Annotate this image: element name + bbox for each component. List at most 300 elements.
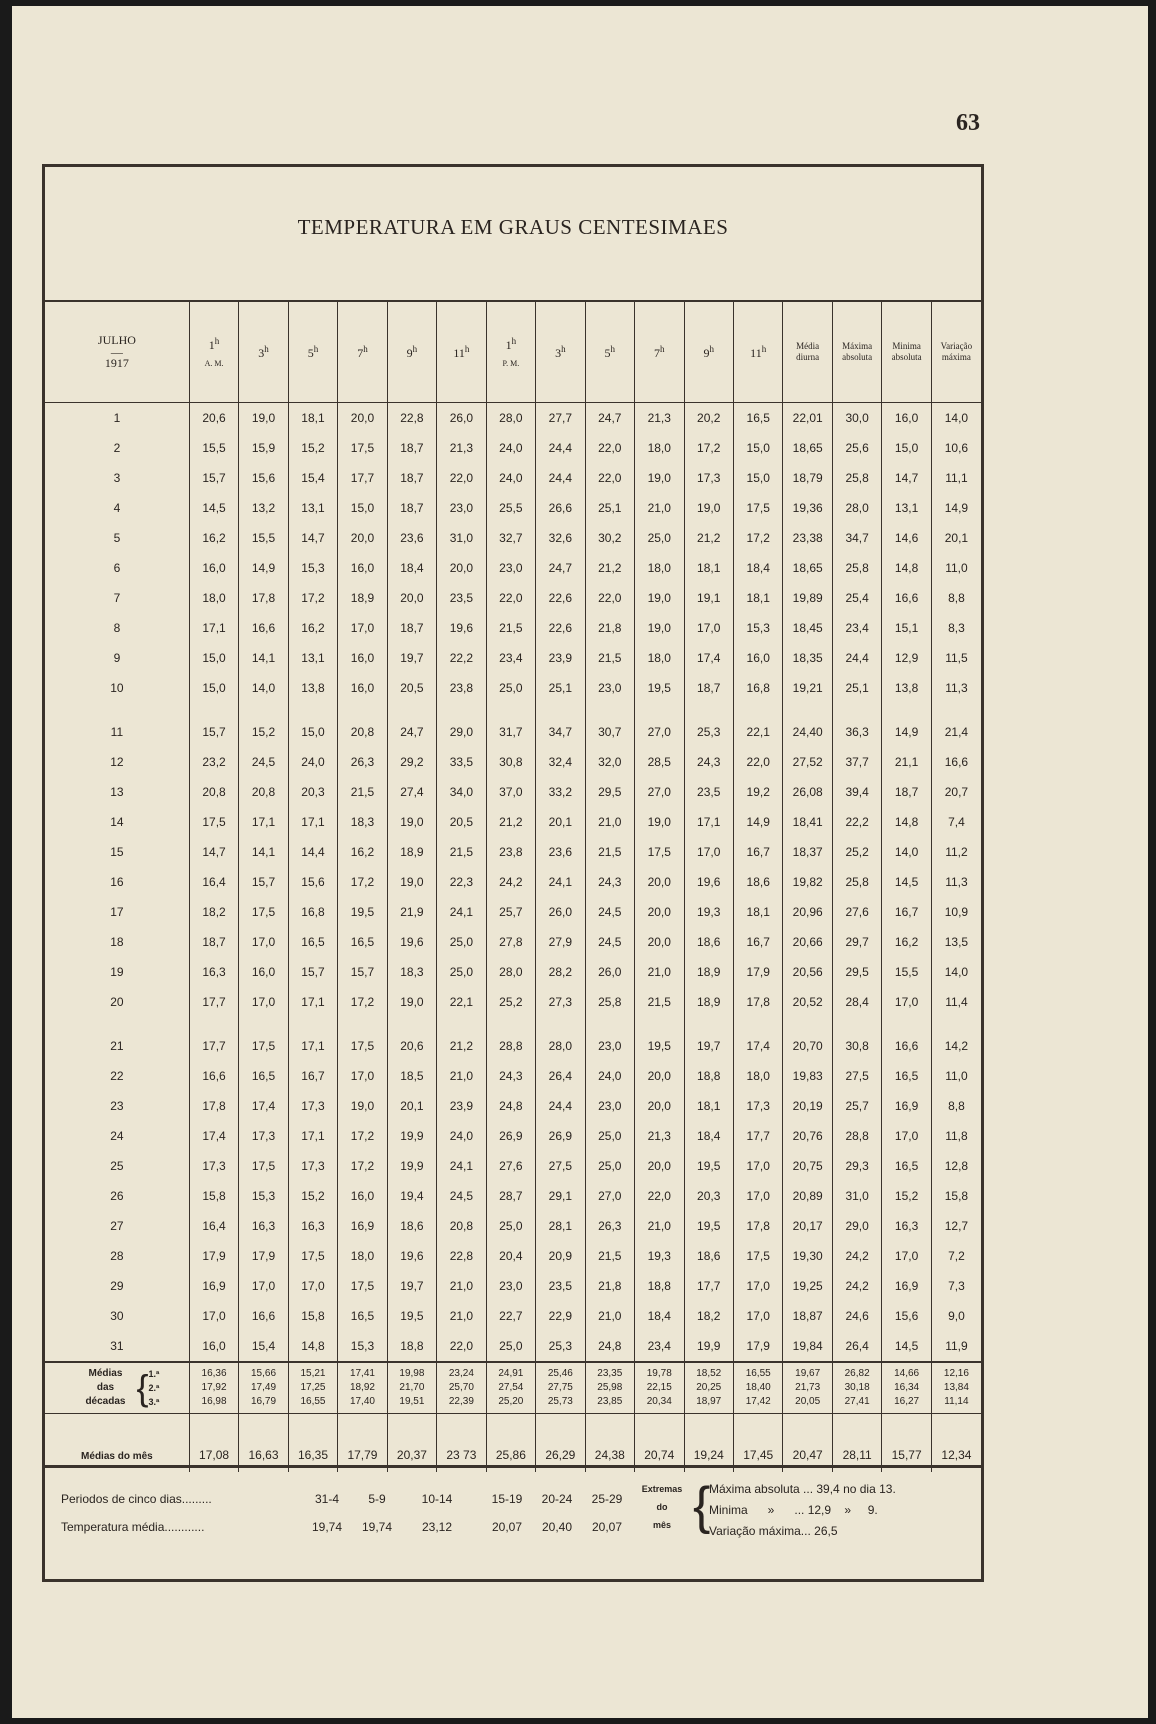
period-temp-value: 20,07 <box>591 1520 623 1534</box>
temp-cell: 14,0 <box>931 957 981 987</box>
temp-cell: 17,1 <box>189 613 238 643</box>
temp-cell: 15,3 <box>288 553 337 583</box>
temp-cell: 17,7 <box>733 1121 782 1151</box>
temp-cell: 19,5 <box>387 1301 436 1331</box>
temp-cell: 25,5 <box>486 493 535 523</box>
table-row <box>45 553 981 583</box>
temp-cell: 18,7 <box>684 673 733 703</box>
temp-cell: 18,8 <box>684 1061 733 1091</box>
temp-cell: 20,0 <box>338 403 387 434</box>
day-cell: 1 <box>113 411 121 425</box>
table-row <box>45 1121 981 1151</box>
spacer-cell <box>882 1017 931 1031</box>
temp-cell: 37,0 <box>486 777 535 807</box>
temp-cell: 21,0 <box>437 1061 486 1091</box>
temp-cell: 7,4 <box>931 807 981 837</box>
temp-cell: 25,0 <box>486 1211 535 1241</box>
temp-cell: 18,7 <box>882 777 931 807</box>
temp-cell: 28,0 <box>832 493 881 523</box>
temp-cell: 18,41 <box>783 807 832 837</box>
temp-cell: 16,4 <box>189 867 238 897</box>
temp-cell: 30,8 <box>832 1031 881 1061</box>
temp-cell: 25,4 <box>832 583 881 613</box>
temp-cell: 27,7 <box>536 403 585 434</box>
temp-cell: 15,0 <box>733 463 782 493</box>
temperature-table <box>45 302 981 1472</box>
temp-cell: 24,5 <box>585 897 634 927</box>
table-row <box>45 837 981 867</box>
hour-header: 9$^h$ <box>387 302 436 403</box>
temp-cell: 18,65 <box>783 433 832 463</box>
extreme-min: Minima » ... 12,9 » 9. <box>709 1503 878 1517</box>
temp-cell: 22,0 <box>486 583 535 613</box>
temp-cell: 15,6 <box>288 867 337 897</box>
temp-cell: 25,6 <box>832 433 881 463</box>
temp-cell: 18,5 <box>387 1061 436 1091</box>
month-means-label: Médias do mês <box>45 1414 189 1473</box>
table-row <box>45 1301 981 1331</box>
month-mean-cell: 20,37 <box>387 1414 436 1473</box>
temp-cell: 27,9 <box>536 927 585 957</box>
temp-cell: 17,0 <box>189 1301 238 1331</box>
hour-header: 1$^h$ A. M. <box>189 302 238 403</box>
temp-cell: 18,0 <box>635 553 684 583</box>
temp-cell: 27,6 <box>832 897 881 927</box>
day-cell: 26 <box>110 1189 124 1203</box>
temp-cell: 13,1 <box>288 643 337 673</box>
temp-cell: 18,6 <box>733 867 782 897</box>
temp-cell: 28,0 <box>536 1031 585 1061</box>
temp-cell: 15,7 <box>288 957 337 987</box>
temp-cell: 13,8 <box>882 673 931 703</box>
day-cell: 2 <box>113 441 121 455</box>
temp-cell: 19,1 <box>684 583 733 613</box>
decade-cell: 19,78 22,15 20,34 <box>635 1362 684 1414</box>
temp-cell: 26,4 <box>536 1061 585 1091</box>
temp-cell: 33,2 <box>536 777 585 807</box>
temp-cell: 23,4 <box>832 613 881 643</box>
decade-spacer <box>45 1017 981 1031</box>
month-mean-cell: 16,35 <box>288 1414 337 1473</box>
temp-cell: 25,8 <box>832 867 881 897</box>
temp-cell: 13,2 <box>239 493 288 523</box>
period-value: 20-24 <box>541 1492 573 1506</box>
temp-cell: 30,7 <box>585 717 634 747</box>
temp-cell: 14,0 <box>931 403 981 434</box>
temp-cell: 21,9 <box>387 897 436 927</box>
temp-cell: 29,5 <box>832 957 881 987</box>
temp-cell: 16,6 <box>239 1301 288 1331</box>
temp-cell: 17,1 <box>288 807 337 837</box>
temp-cell: 20,76 <box>783 1121 832 1151</box>
temp-cell: 24,0 <box>437 1121 486 1151</box>
temp-cell: 26,4 <box>832 1331 881 1362</box>
temp-cell: 19,7 <box>387 643 436 673</box>
decade-spacer <box>45 703 981 717</box>
temp-cell: 13,1 <box>288 493 337 523</box>
temp-cell: 21,5 <box>338 777 387 807</box>
temp-cell: 34,7 <box>536 717 585 747</box>
temp-cell: 17,5 <box>338 1271 387 1301</box>
temp-cell: 17,0 <box>239 927 288 957</box>
temp-cell: 15,4 <box>239 1331 288 1362</box>
temp-cell: 14,0 <box>882 837 931 867</box>
temp-cell: 25,3 <box>536 1331 585 1362</box>
temp-cell: 16,0 <box>733 643 782 673</box>
temp-cell: 16,5 <box>882 1151 931 1181</box>
temp-cell: 21,5 <box>486 613 535 643</box>
temp-cell: 21,5 <box>635 987 684 1017</box>
temp-cell: 16,2 <box>288 613 337 643</box>
temp-cell: 19,0 <box>635 583 684 613</box>
month-header <box>45 302 189 403</box>
temp-cell: 18,37 <box>783 837 832 867</box>
temp-cell: 15,2 <box>239 717 288 747</box>
table-row <box>45 717 981 747</box>
temp-cell: 28,1 <box>536 1211 585 1241</box>
temp-cell: 18,7 <box>189 927 238 957</box>
temp-cell: 29,3 <box>832 1151 881 1181</box>
temp-cell: 15,2 <box>288 1181 337 1211</box>
temp-cell: 19,89 <box>783 583 832 613</box>
temp-cell: 24,3 <box>585 867 634 897</box>
temp-cell: 26,0 <box>585 957 634 987</box>
temp-cell: 19,5 <box>635 1031 684 1061</box>
period-temp-value: 19,74 <box>361 1520 393 1534</box>
temp-cell: 24,4 <box>536 433 585 463</box>
temp-cell: 24,2 <box>832 1241 881 1271</box>
temp-cell: 20,0 <box>635 1091 684 1121</box>
spacer-cell <box>684 1017 733 1031</box>
temp-cell: 18,4 <box>684 1121 733 1151</box>
temp-cell: 22,0 <box>585 463 634 493</box>
temp-cell: 15,0 <box>733 433 782 463</box>
temp-cell: 24,4 <box>832 643 881 673</box>
temp-cell: 20,1 <box>536 807 585 837</box>
table-row <box>45 1271 981 1301</box>
temp-cell: 19,0 <box>387 807 436 837</box>
temp-cell: 19,36 <box>783 493 832 523</box>
temp-cell: 25,7 <box>486 897 535 927</box>
table-row <box>45 1151 981 1181</box>
temp-cell: 26,0 <box>536 897 585 927</box>
temp-cell: 16,6 <box>882 1031 931 1061</box>
temp-cell: 15,5 <box>882 957 931 987</box>
temp-cell: 30,2 <box>585 523 634 553</box>
day-cell: 18 <box>110 935 124 949</box>
temp-cell: 29,5 <box>585 777 634 807</box>
month-mean-cell: 17,79 <box>338 1414 387 1473</box>
spacer-cell <box>733 1017 782 1031</box>
temp-cell: 17,7 <box>189 987 238 1017</box>
temp-cell: 24,40 <box>783 717 832 747</box>
temp-cell: 14,5 <box>882 1331 931 1362</box>
temp-cell: 20,5 <box>437 807 486 837</box>
temp-cell: 27,5 <box>536 1151 585 1181</box>
day-cell: 17 <box>110 905 124 919</box>
temp-cell: 14,7 <box>189 837 238 867</box>
temp-cell: 23,0 <box>585 1031 634 1061</box>
spacer-cell <box>338 703 387 717</box>
temp-cell: 21,0 <box>635 1211 684 1241</box>
temp-cell: 15,4 <box>288 463 337 493</box>
temp-cell: 11,3 <box>931 673 981 703</box>
variacao-maxima-header: Variação máxima <box>931 302 981 403</box>
month-mean-cell: 28,11 <box>832 1414 881 1473</box>
temp-cell: 15,7 <box>189 717 238 747</box>
temp-cell: 19,6 <box>437 613 486 643</box>
temp-cell: 14,7 <box>882 463 931 493</box>
decade-cell: 25,46 27,75 25,73 <box>536 1362 585 1414</box>
temp-cell: 23,0 <box>437 493 486 523</box>
temp-cell: 19,2 <box>733 777 782 807</box>
temp-cell: 14,2 <box>931 1031 981 1061</box>
day-cell: 12 <box>110 755 124 769</box>
temp-cell: 18,0 <box>338 1241 387 1271</box>
temp-cell: 29,1 <box>536 1181 585 1211</box>
decade-cell: 12,16 13,84 11,14 <box>931 1362 981 1414</box>
temp-cell: 14,0 <box>239 673 288 703</box>
temp-cell: 39,4 <box>832 777 881 807</box>
temp-cell: 11,9 <box>931 1331 981 1362</box>
temp-cell: 24,1 <box>536 867 585 897</box>
temp-cell: 25,8 <box>832 463 881 493</box>
temp-cell: 31,0 <box>832 1181 881 1211</box>
temp-cell: 15,2 <box>288 433 337 463</box>
temp-cell: 16,0 <box>338 1181 387 1211</box>
temp-cell: 17,0 <box>733 1151 782 1181</box>
temp-cell: 22,9 <box>536 1301 585 1331</box>
day-cell: 13 <box>110 785 124 799</box>
temp-cell: 22,0 <box>437 463 486 493</box>
temp-cell: 20,70 <box>783 1031 832 1061</box>
temp-cell: 25,0 <box>437 927 486 957</box>
temp-cell: 21,3 <box>635 403 684 434</box>
temp-cell: 23,38 <box>783 523 832 553</box>
spacer-cell <box>45 703 189 717</box>
month-mean-cell: 25,86 <box>486 1414 535 1473</box>
decade-means-row <box>45 1362 981 1414</box>
spacer-cell <box>189 703 238 717</box>
temp-cell: 16,0 <box>338 673 387 703</box>
temp-cell: 19,9 <box>684 1331 733 1362</box>
temp-cell: 14,4 <box>288 837 337 867</box>
temp-cell: 14,8 <box>882 807 931 837</box>
temp-cell: 23,0 <box>486 553 535 583</box>
temp-cell: 17,1 <box>288 1031 337 1061</box>
temp-cell: 17,0 <box>882 1241 931 1271</box>
temp-cell: 20,6 <box>387 1031 436 1061</box>
temp-cell: 18,9 <box>387 837 436 867</box>
temp-cell: 14,8 <box>288 1331 337 1362</box>
temp-cell: 26,0 <box>437 403 486 434</box>
period-temp-value: 20,40 <box>541 1520 573 1534</box>
spacer-cell <box>45 1017 189 1031</box>
temp-cell: 19,7 <box>684 1031 733 1061</box>
spacer-cell <box>882 703 931 717</box>
temp-cell: 32,7 <box>486 523 535 553</box>
day-cell: 28 <box>110 1249 124 1263</box>
temp-cell: 26,9 <box>536 1121 585 1151</box>
temp-cell: 17,0 <box>684 613 733 643</box>
temp-cell: 19,0 <box>387 987 436 1017</box>
temp-cell: 17,4 <box>684 643 733 673</box>
decade-cell: 14,66 16,34 16,27 <box>882 1362 931 1414</box>
temp-cell: 14,5 <box>189 493 238 523</box>
temp-cell: 23,0 <box>585 673 634 703</box>
spacer-cell <box>387 1017 436 1031</box>
temp-cell: 14,9 <box>239 553 288 583</box>
temp-cell: 14,7 <box>288 523 337 553</box>
minima-absoluta-header: Minima absoluta <box>882 302 931 403</box>
temp-cell: 17,5 <box>338 1031 387 1061</box>
temp-cell: 17,0 <box>338 613 387 643</box>
media-diurna-header: Média diurna <box>783 302 832 403</box>
temp-cell: 17,5 <box>189 807 238 837</box>
temp-cell: 23,5 <box>437 583 486 613</box>
temp-cell: 22,8 <box>387 403 436 434</box>
temp-cell: 17,4 <box>189 1121 238 1151</box>
temp-cell: 7,2 <box>931 1241 981 1271</box>
decade-cell: 16,36 17,92 16,98 <box>189 1362 238 1414</box>
temp-cell: 17,3 <box>288 1091 337 1121</box>
temp-cell: 16,0 <box>189 1331 238 1362</box>
temp-cell: 16,7 <box>733 837 782 867</box>
temp-cell: 17,5 <box>733 1241 782 1271</box>
temp-cell: 24,4 <box>536 463 585 493</box>
temp-cell: 18,4 <box>635 1301 684 1331</box>
temp-cell: 16,3 <box>189 957 238 987</box>
temp-cell: 17,0 <box>733 1301 782 1331</box>
temp-cell: 16,2 <box>189 523 238 553</box>
decade-cell: 26,82 30,18 27,41 <box>832 1362 881 1414</box>
temp-cell: 21,0 <box>437 1301 486 1331</box>
temp-cell: 18,45 <box>783 613 832 643</box>
temp-cell: 23,5 <box>536 1271 585 1301</box>
temp-cell: 27,8 <box>486 927 535 957</box>
spacer-cell <box>832 703 881 717</box>
temp-cell: 15,7 <box>239 867 288 897</box>
temp-cell: 14,1 <box>239 837 288 867</box>
temp-cell: 20,0 <box>635 1061 684 1091</box>
temp-cell: 31,7 <box>486 717 535 747</box>
day-cell: 11 <box>110 725 124 739</box>
table-row <box>45 1061 981 1091</box>
temp-cell: 18,1 <box>288 403 337 434</box>
temp-cell: 21,5 <box>585 837 634 867</box>
temp-cell: 25,0 <box>585 1121 634 1151</box>
temp-cell: 15,7 <box>189 463 238 493</box>
temp-cell: 15,0 <box>882 433 931 463</box>
temp-cell: 24,8 <box>486 1091 535 1121</box>
table-row <box>45 987 981 1017</box>
temp-cell: 25,0 <box>437 957 486 987</box>
temp-cell: 18,3 <box>338 807 387 837</box>
temp-cell: 20,19 <box>783 1091 832 1121</box>
temp-cell: 22,8 <box>437 1241 486 1271</box>
temp-cell: 19,0 <box>635 613 684 643</box>
temp-cell: 25,0 <box>585 1151 634 1181</box>
temp-cell: 28,8 <box>832 1121 881 1151</box>
temp-cell: 8,8 <box>931 583 981 613</box>
decade-cell: 19,67 21,73 20,05 <box>783 1362 832 1414</box>
temp-cell: 28,0 <box>486 957 535 987</box>
temp-cell: 17,1 <box>288 987 337 1017</box>
temp-cell: 28,5 <box>635 747 684 777</box>
temp-cell: 15,6 <box>882 1301 931 1331</box>
temp-cell: 23,6 <box>536 837 585 867</box>
temp-cell: 18,8 <box>635 1271 684 1301</box>
temp-label: Temperatura média............ <box>61 1520 205 1534</box>
temp-cell: 17,2 <box>338 1121 387 1151</box>
temp-cell: 18,9 <box>338 583 387 613</box>
spacer-cell <box>189 1017 238 1031</box>
temp-cell: 19,83 <box>783 1061 832 1091</box>
temp-cell: 20,7 <box>931 777 981 807</box>
day-cell: 29 <box>110 1279 124 1293</box>
temp-cell: 14,5 <box>882 867 931 897</box>
temp-cell: 23,0 <box>486 1271 535 1301</box>
temp-cell: 24,5 <box>585 927 634 957</box>
temp-cell: 26,6 <box>536 493 585 523</box>
decade-cell: 23,35 25,98 23,85 <box>585 1362 634 1414</box>
decade-cell: 19,98 21,70 19,51 <box>387 1362 436 1414</box>
temp-cell: 9,0 <box>931 1301 981 1331</box>
temp-cell: 19,6 <box>684 867 733 897</box>
month-means-row <box>45 1414 981 1473</box>
spacer-cell <box>239 1017 288 1031</box>
temp-cell: 21,3 <box>437 433 486 463</box>
temp-cell: 14,9 <box>882 717 931 747</box>
table-row <box>45 747 981 777</box>
day-cell: 31 <box>110 1339 124 1353</box>
temp-cell: 19,5 <box>684 1211 733 1241</box>
temp-cell: 25,0 <box>635 523 684 553</box>
temp-cell: 20,89 <box>783 1181 832 1211</box>
temp-cell: 19,5 <box>684 1151 733 1181</box>
day-cell: 27 <box>110 1219 124 1233</box>
temp-cell: 15,8 <box>931 1181 981 1211</box>
temp-cell: 23,0 <box>585 1091 634 1121</box>
temp-cell: 27,0 <box>635 717 684 747</box>
temp-cell: 17,5 <box>338 433 387 463</box>
temp-cell: 23,8 <box>437 673 486 703</box>
temp-cell: 16,7 <box>882 897 931 927</box>
temp-cell: 21,5 <box>585 643 634 673</box>
decade-cell: 24,91 27,54 25,20 <box>486 1362 535 1414</box>
year-label: 1917 <box>104 356 129 370</box>
month-mean-cell: 23 73 <box>437 1414 486 1473</box>
temp-cell: 29,7 <box>832 927 881 957</box>
temp-cell: 24,1 <box>437 897 486 927</box>
decade-brace: { <box>136 1367 149 1408</box>
extremes-brace: { <box>693 1477 711 1535</box>
temp-cell: 19,7 <box>387 1271 436 1301</box>
temp-cell: 21,0 <box>585 807 634 837</box>
spacer-cell <box>635 1017 684 1031</box>
temp-cell: 18,0 <box>733 1061 782 1091</box>
temp-cell: 20,0 <box>387 583 436 613</box>
temp-cell: 13,8 <box>288 673 337 703</box>
temp-cell: 17,3 <box>239 1121 288 1151</box>
period-temp-value: 19,74 <box>311 1520 343 1534</box>
temp-cell: 15,8 <box>288 1301 337 1331</box>
temp-cell: 11,3 <box>931 867 981 897</box>
temp-cell: 18,6 <box>684 927 733 957</box>
table-row <box>45 643 981 673</box>
temp-cell: 11,1 <box>931 463 981 493</box>
temp-cell: 16,0 <box>338 643 387 673</box>
